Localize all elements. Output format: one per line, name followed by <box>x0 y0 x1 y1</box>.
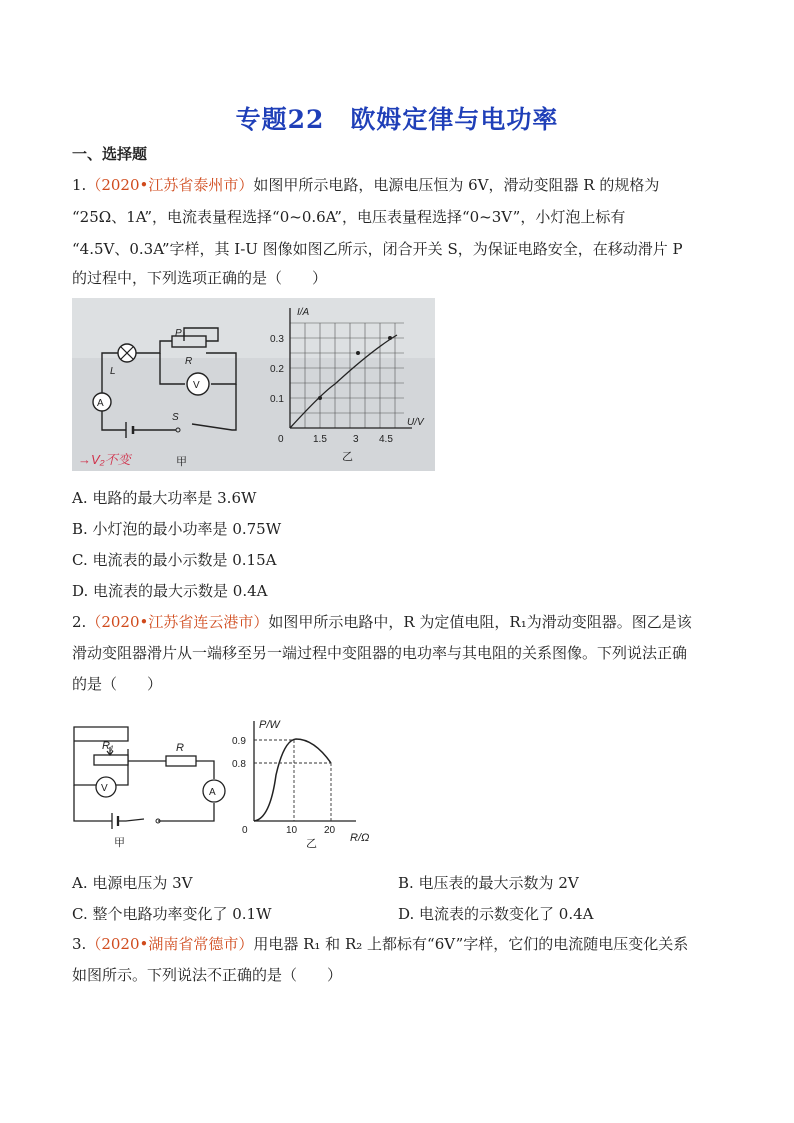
q1-lamp-label: L <box>110 366 116 377</box>
q1-switch-label: S <box>172 412 179 423</box>
q2-option-a[interactable]: A. 电源电压为 3V <box>72 874 193 892</box>
q1-slider-label: P <box>175 328 182 339</box>
q1-option-c[interactable]: C. 电流表的最小示数是 0.15A <box>72 551 277 569</box>
q3-source: （2020•湖南省常德市） <box>86 935 254 953</box>
q3-text1: 用电器 R₁ 和 R₂ 上都标有“6V”字样，它们的电流随电压变化关系 <box>253 935 689 953</box>
q3-line1 <box>72 934 688 954</box>
q1-graph-ytick-3: 0.3 <box>270 334 284 345</box>
q2-graph-ylabel: P/W <box>259 719 280 731</box>
q2-voltmeter-label: V <box>101 783 108 794</box>
q1-source: （2020•江苏省泰州市） <box>86 176 254 194</box>
q1-rheostat-label: R <box>185 356 193 367</box>
q1-line2: “25Ω、1A”，电流表量程选择“0~0.6A”，电压表量程选择“0~3V”，小灯泡上标有 <box>72 208 626 226</box>
q1-option-a[interactable]: A. 电路的最大功率是 3.6W <box>72 489 257 507</box>
q2-graph-ytick-08: 0.8 <box>232 759 246 770</box>
q2-line1 <box>72 612 692 632</box>
q2-graph-xtick-0: 0 <box>242 825 248 836</box>
q1-graph-ytick-1: 0.1 <box>270 394 284 405</box>
q2-resistor-label: R <box>176 742 184 754</box>
q1-graph-xtick-1: 1.5 <box>313 434 327 445</box>
q1-ammeter-label: A <box>97 398 104 409</box>
q1-number: 1. <box>72 176 87 194</box>
q1-label-yi: 乙 <box>342 451 353 463</box>
q2-label-yi: 乙 <box>306 838 317 850</box>
q2-number: 2. <box>72 613 87 631</box>
q2-graph-xlabel: R/Ω <box>350 832 370 844</box>
q1-line4: 的过程中，下列选项正确的是（ ） <box>72 269 328 287</box>
q1-graph-ytick-2: 0.2 <box>270 364 284 375</box>
q3-line2: 如图所示。下列说法不正确的是（ ） <box>72 966 343 984</box>
q2-graph-xtick-20: 20 <box>324 825 336 836</box>
q2-option-d[interactable]: D. 电流表的示数变化了 0.4A <box>398 905 594 923</box>
q1-option-d[interactable]: D. 电流表的最大示数是 0.4A <box>72 582 268 600</box>
q2-option-c[interactable]: C. 整个电路功率变化了 0.1W <box>72 905 272 923</box>
q1-graph-ylabel: I/A <box>297 307 310 318</box>
q2-line3: 的是（ ） <box>72 675 163 693</box>
q1-figure <box>72 298 435 471</box>
q1-figure-svg <box>72 298 435 471</box>
q1-text1: 如图甲所示电路，电源电压恒为 6V，滑动变阻器 R 的规格为 <box>253 176 660 194</box>
q1-voltmeter-label: V <box>193 380 200 391</box>
q2-figure <box>66 715 386 855</box>
q2-text1: 如图甲所示电路中，R 为定值电阻，R₁为滑动变阻器。图乙是该 <box>268 613 692 631</box>
q1-graph-xtick-3: 4.5 <box>379 434 393 445</box>
page-title: 专题22 欧姆定律与电功率 <box>235 105 559 134</box>
q2-ammeter-label: A <box>209 787 216 798</box>
q2-line2: 滑动变阻器滑片从一端移至另一端过程中变阻器的电功率与其电阻的关系图像。下列说法正确 <box>72 644 688 662</box>
q2-source: （2020•江苏省连云港市） <box>86 613 269 631</box>
section-heading: 一、选择题 <box>72 145 148 163</box>
q2-option-b[interactable]: B. 电压表的最大示数为 2V <box>398 874 579 892</box>
q1-line3: “4.5V、0.3A”字样，其 I-U 图像如图乙所示，闭合开关 S，为保证电路安全，在移动滑片 P <box>72 240 683 258</box>
q1-label-jia: 甲 <box>176 456 187 468</box>
q1-graph-xlabel: U/V <box>407 417 424 428</box>
q2-label-jia: 甲 <box>114 837 125 849</box>
q1-option-b[interactable]: B. 小灯泡的最小功率是 0.75W <box>72 520 282 538</box>
q1-handwritten-note: →V₂不变 <box>78 452 131 467</box>
q1-graph-xtick-0: 0 <box>278 434 284 445</box>
q3-number: 3. <box>72 935 87 953</box>
q1-line1 <box>72 175 659 195</box>
q2-graph-xtick-10: 10 <box>286 825 298 836</box>
q1-graph-xtick-2: 3 <box>353 434 359 445</box>
q2-rheostat-label: R₁ <box>102 740 114 752</box>
q2-graph-ytick-09: 0.9 <box>232 736 246 747</box>
